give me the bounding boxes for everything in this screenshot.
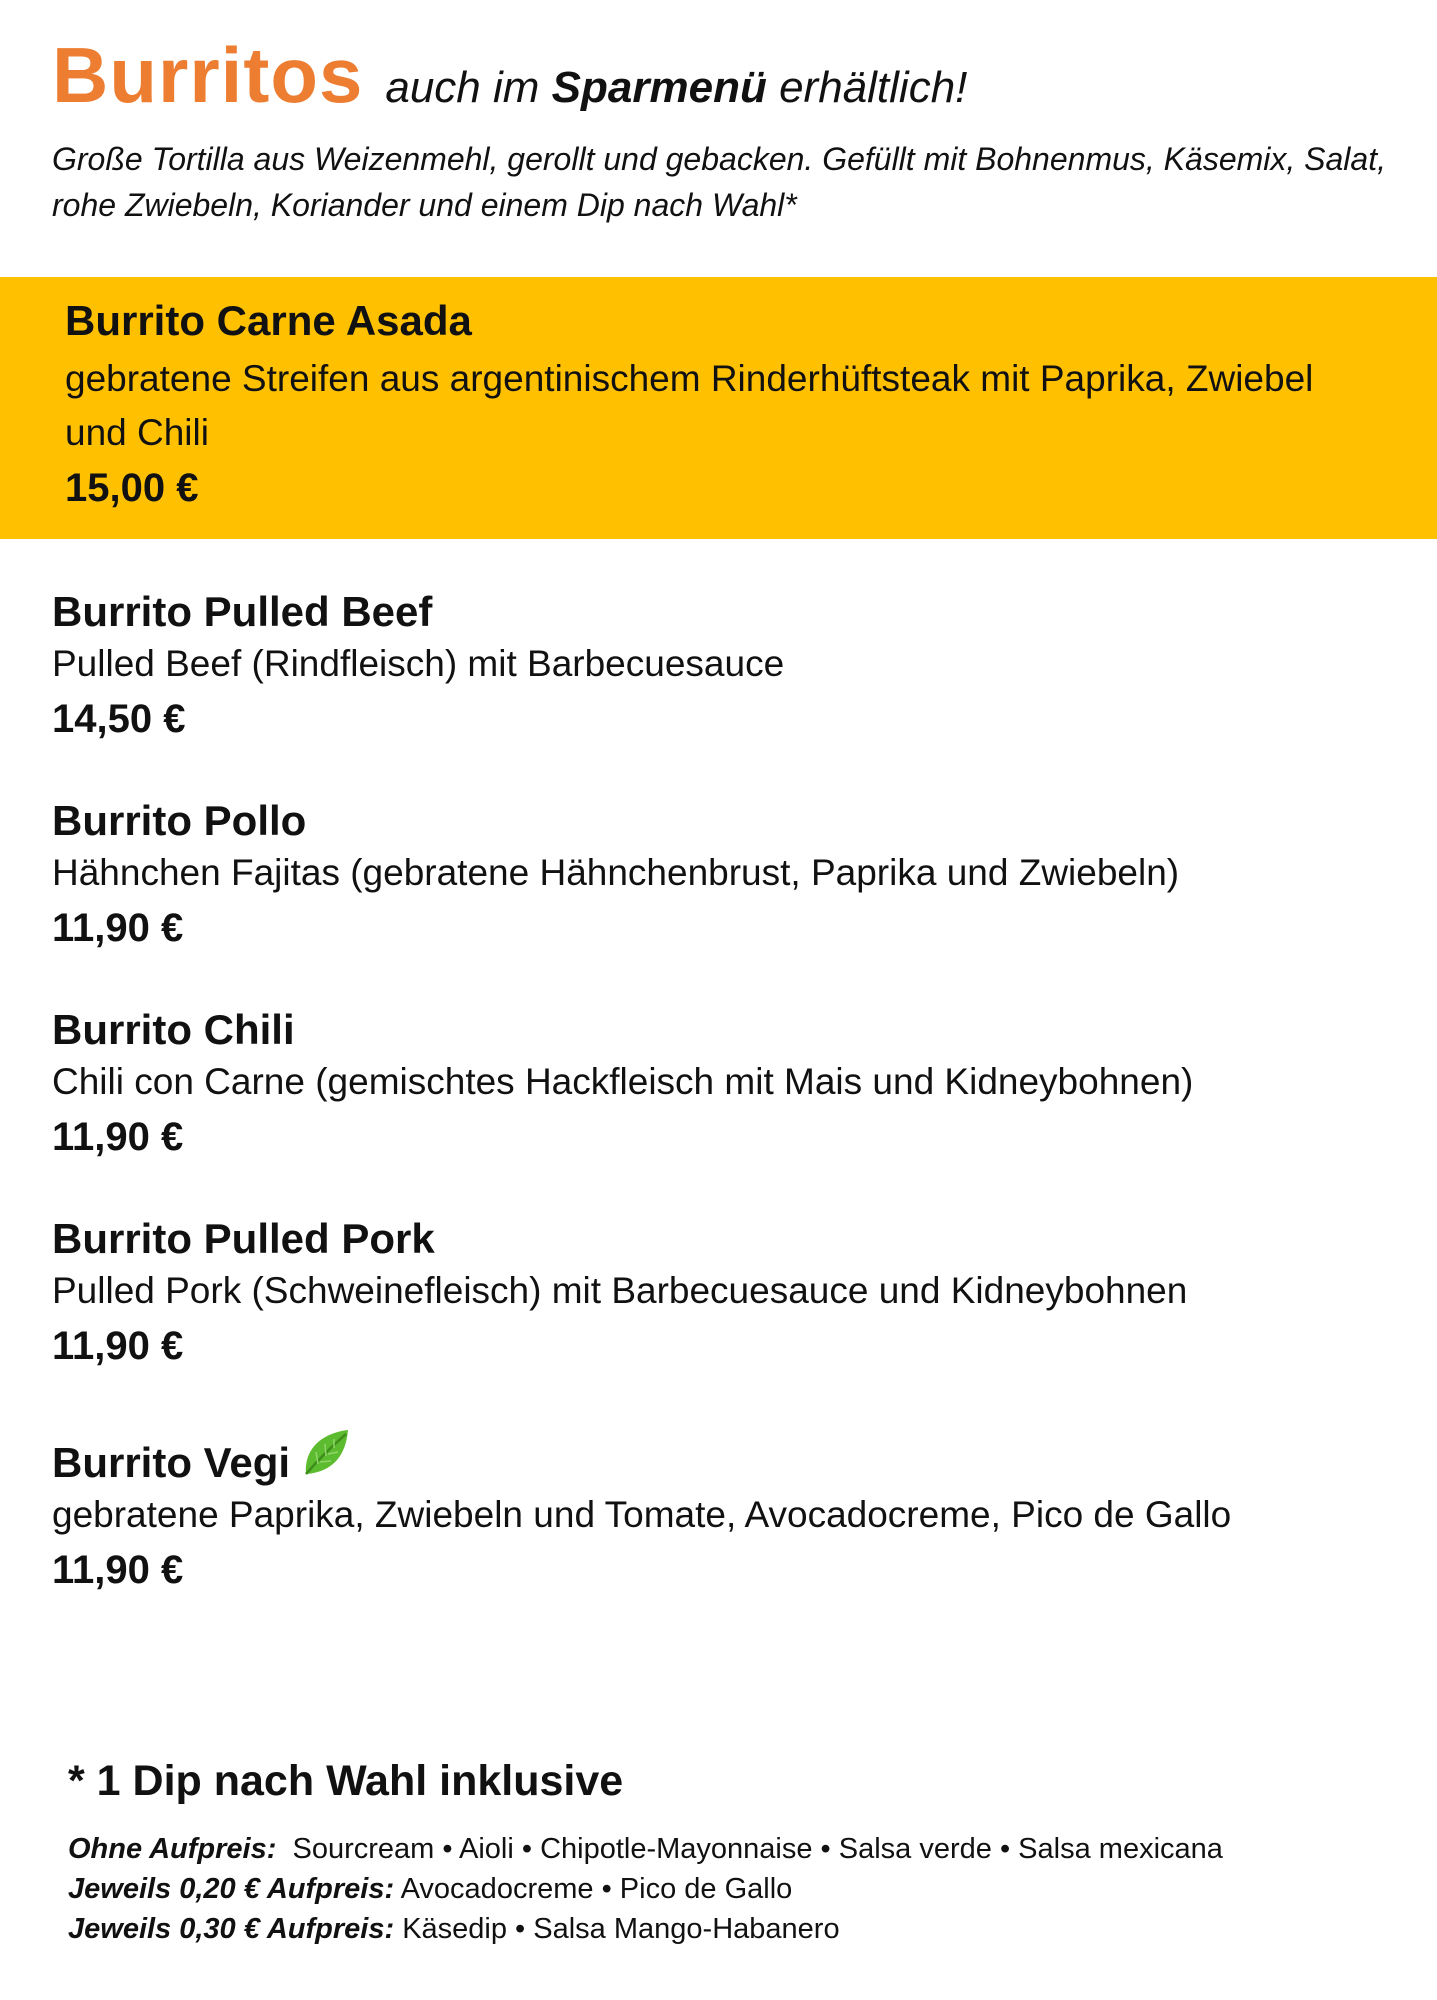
dip-price-label: Jeweils 0,30 € Aufpreis: xyxy=(68,1913,395,1946)
subtitle-bold: Sparmenü xyxy=(551,63,767,112)
page-subtitle xyxy=(385,63,968,112)
dip-line xyxy=(68,1869,1408,1909)
menu-header xyxy=(52,31,1392,228)
menu-item-description: Chili con Carne (gemischtes Hackfleisch mit Mais und Kidneybohnen) xyxy=(52,1061,1194,1103)
featured-item-price: 15,00 € xyxy=(65,466,199,511)
dip-options: Sourcream • Aioli • Chipotle-Mayonnaise • Salsa verde • Salsa mexicana xyxy=(292,1833,1223,1866)
menu-item-description: Pulled Pork (Schweinefleisch) mit Barbecuesauce und Kidneybohnen xyxy=(52,1270,1188,1312)
menu-item-name: Burrito Chili xyxy=(52,1006,295,1054)
dip-lines xyxy=(68,1829,1408,1949)
subtitle-post: erhältlich! xyxy=(779,63,968,112)
menu-item xyxy=(52,1006,1412,1165)
menu-item-name: Burrito Pulled Beef xyxy=(52,588,433,635)
dip-options: Avocadocreme • Pico de Gallo xyxy=(400,1873,793,1906)
menu-item xyxy=(52,1215,1412,1374)
menu-item xyxy=(52,797,1412,956)
featured-item-description: gebratene Streifen aus argentinischem Rinderhüftsteak mit Paprika, Zwiebel und Chili xyxy=(65,358,1314,454)
menu-item-name: Burrito Pollo xyxy=(52,797,307,845)
menu-item-price: 14,50 € xyxy=(52,697,186,742)
menu-item-price: 11,90 € xyxy=(52,1115,184,1160)
menu-item-description: Hähnchen Fajitas (gebratene Hähnchenbrust, Paprika und Zwiebeln) xyxy=(52,852,1180,894)
intro-text: Große Tortilla aus Weizenmehl, gerollt und gebacken. Gefüllt mit Bohnenmus, Käsemix, Salat, rohe Zwiebeln, Koriander und einem Dip nach Wahl* xyxy=(52,141,1386,223)
featured-item xyxy=(0,277,1437,539)
menu-item xyxy=(52,1424,1412,1598)
dip-line xyxy=(68,1829,1408,1869)
dip-options: Käsedip • Salsa Mango-Habanero xyxy=(402,1913,840,1946)
dip-price-label: Ohne Aufpreis: xyxy=(68,1833,277,1866)
menu-item-description: gebratene Paprika, Zwiebeln und Tomate, Avocadocreme, Pico de Gallo xyxy=(52,1494,1232,1536)
subtitle-pre: auch im xyxy=(385,63,540,112)
featured-item-name: Burrito Carne Asada xyxy=(65,297,472,344)
menu-item-name: Burrito Pulled Pork xyxy=(52,1215,435,1263)
menu-item-description: Pulled Beef (Rindfleisch) mit Barbecuesauce xyxy=(52,643,785,685)
menu-item-price: 11,90 € xyxy=(52,1548,184,1593)
title-row xyxy=(52,31,1392,119)
dips-title: * 1 Dip nach Wahl inklusive xyxy=(68,1757,624,1805)
menu-item-name: Burrito Vegi xyxy=(52,1439,291,1487)
dip-line xyxy=(68,1909,1408,1949)
menu-item-price: 11,90 € xyxy=(52,906,184,951)
menu-item xyxy=(52,588,1412,747)
menu-item-price: 11,90 € xyxy=(52,1324,184,1369)
dip-price-label: Jeweils 0,20 € Aufpreis: xyxy=(68,1873,395,1906)
vegetarian-leaf-icon xyxy=(298,1424,354,1480)
dips-section xyxy=(68,1758,1408,1949)
menu-item-name-row xyxy=(52,1424,1412,1486)
page-title: Burritos xyxy=(52,31,364,119)
menu-list xyxy=(52,588,1412,1648)
